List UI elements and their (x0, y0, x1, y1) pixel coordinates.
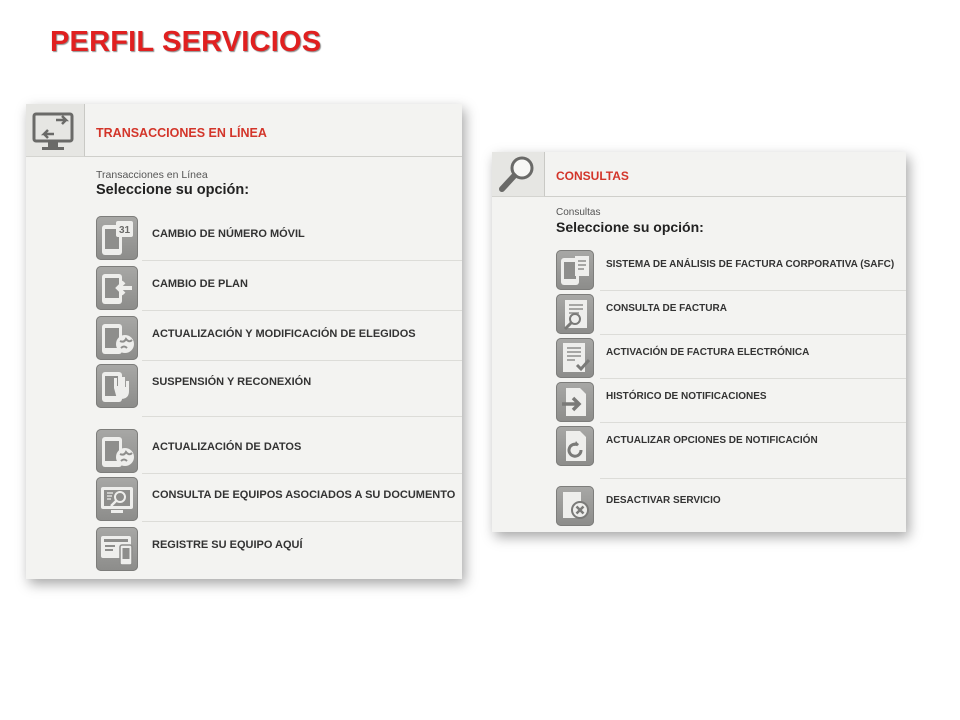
item-label: ACTUALIZAR OPCIONES DE NOTIFICACIÓN (606, 435, 818, 446)
document-cancel-icon (556, 486, 594, 526)
item-sistema-analisis-factura[interactable] (556, 250, 906, 290)
phone-document-icon (556, 250, 594, 290)
phone-hand-icon (96, 364, 138, 408)
transacciones-panel (26, 104, 462, 579)
screen-phone-icon (96, 527, 138, 571)
item-actualizacion-elegidos[interactable] (96, 316, 462, 362)
item-cambio-plan[interactable] (96, 266, 462, 312)
page-title: PERFIL SERVICIOS (50, 26, 322, 58)
document-search-icon (556, 294, 594, 334)
item-actualizar-opciones-notificacion[interactable] (556, 426, 906, 466)
item-label: DESACTIVAR SERVICIO (606, 495, 721, 506)
consultas-section-prompt: Seleccione su opción: (556, 219, 704, 235)
transacciones-section-label: Transacciones en Línea (96, 169, 208, 181)
item-label: CAMBIO DE PLAN (152, 278, 248, 290)
item-label: ACTUALIZACIÓN Y MODIFICACIÓN DE ELEGIDOS (152, 328, 416, 340)
item-historico-notificaciones[interactable] (556, 382, 906, 422)
item-consulta-factura[interactable] (556, 294, 906, 334)
item-label: REGISTRE SU EQUIPO AQUÍ (152, 539, 303, 551)
item-label: SUSPENSIÓN Y RECONEXIÓN (152, 376, 312, 388)
item-label: CONSULTA DE EQUIPOS ASOCIADOS A SU DOCUMENTO (152, 489, 456, 501)
item-label: SISTEMA DE ANÁLISIS DE FACTURA CORPORATIVA (SAFC) (606, 259, 895, 270)
phone-arrow-icon (96, 266, 138, 310)
item-consulta-equipos[interactable] (96, 477, 462, 523)
document-check-icon (556, 338, 594, 378)
item-cambio-numero-movil[interactable] (96, 216, 462, 262)
item-desactivar-servicio[interactable] (556, 486, 906, 526)
item-activacion-factura-electronica[interactable] (556, 338, 906, 378)
monitor-exchange-icon (26, 104, 85, 157)
item-label: CAMBIO DE NÚMERO MÓVIL (152, 228, 305, 240)
consultas-header-title: CONSULTAS (556, 169, 629, 183)
phone-globe-icon (96, 316, 138, 360)
calendar-icon-text: 31 (118, 225, 131, 236)
magnifier-icon (492, 152, 545, 197)
item-label: CONSULTA DE FACTURA (606, 303, 727, 314)
item-actualizacion-datos[interactable] (96, 429, 462, 475)
item-label: ACTUALIZACIÓN DE DATOS (152, 441, 302, 453)
consultas-panel (492, 152, 906, 532)
document-refresh-icon (556, 426, 594, 466)
item-label: ACTIVACIÓN DE FACTURA ELECTRÓNICA (606, 347, 810, 358)
phone-globe-icon (96, 429, 138, 473)
document-arrow-icon (556, 382, 594, 422)
phone-calendar-icon (96, 216, 138, 260)
consultas-section-label: Consultas (556, 207, 601, 218)
transacciones-section-prompt: Seleccione su opción: (96, 182, 250, 198)
item-label: HISTÓRICO DE NOTIFICACIONES (606, 391, 767, 402)
monitor-search-icon (96, 477, 138, 521)
item-registre-equipo[interactable] (96, 527, 462, 573)
transacciones-header-title: TRANSACCIONES EN LÍNEA (96, 126, 267, 140)
item-suspension-reconexion[interactable] (96, 364, 462, 410)
